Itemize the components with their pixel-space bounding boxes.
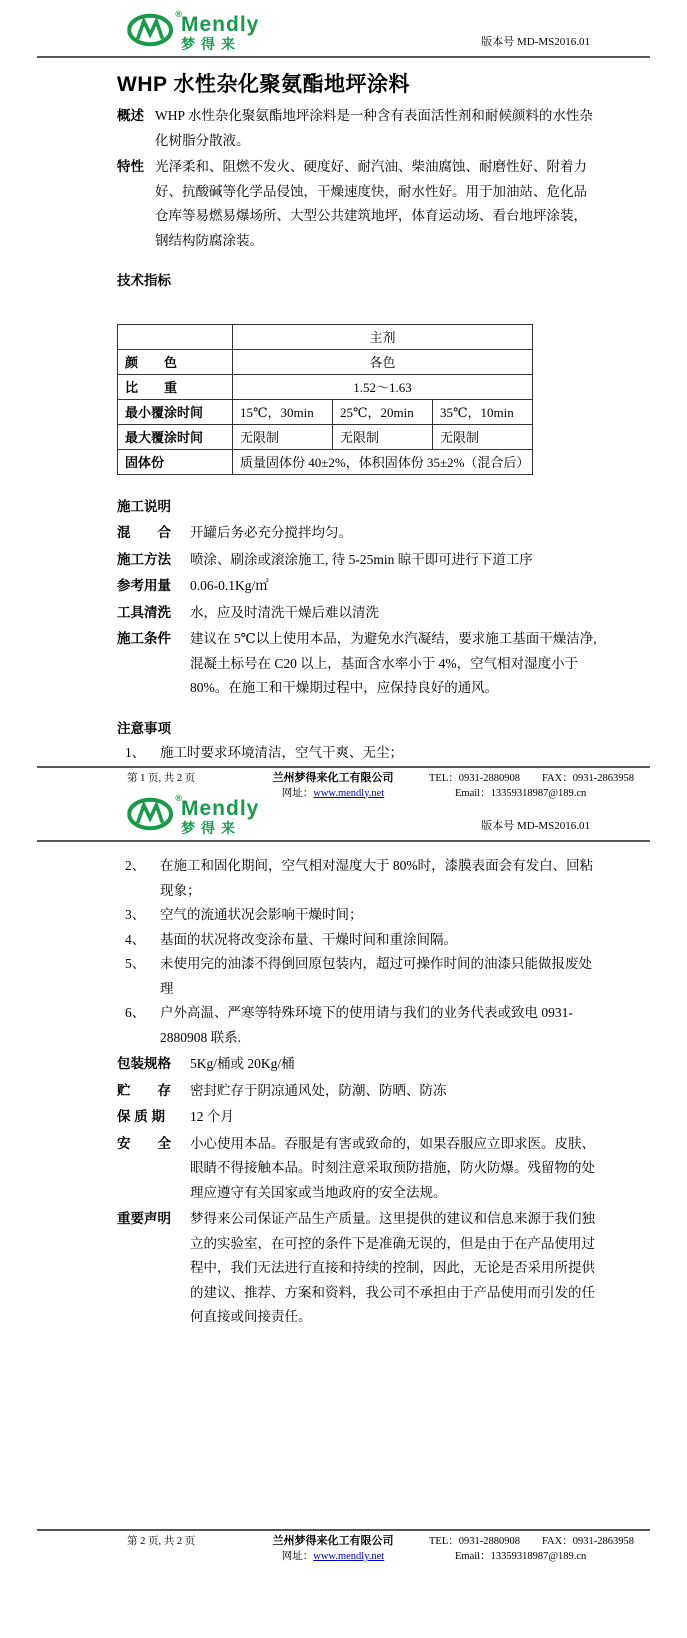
note-item-6 — [117, 1001, 600, 1050]
construction-row — [117, 548, 600, 573]
spec-row-storage — [117, 1079, 600, 1104]
page-2 — [0, 778, 687, 1638]
page1-content — [37, 58, 650, 766]
construction-row — [117, 574, 600, 599]
note-text: 未使用完的油漆不得倒回原包装内，超过可操作时间的油漆只能做报废处理 — [160, 956, 592, 996]
note-item-4 — [117, 928, 600, 953]
row-label: 贮 存 — [117, 1082, 171, 1098]
table-cell-value: 25℃，20min — [333, 399, 433, 424]
fax-label: FAX：0931-2863958 — [542, 1536, 634, 1547]
row-text: 12 个月 — [190, 1109, 234, 1124]
company-name: 兰州梦得来化工有限公司 — [272, 1535, 394, 1547]
table-cell-value: 无限制 — [233, 424, 333, 449]
mendly-ellipse-m-icon — [127, 797, 175, 831]
table-cell-label: 最小覆涂时间 — [118, 399, 233, 424]
overview-section — [117, 104, 600, 153]
table-row — [118, 424, 533, 449]
spec-row-shelf-life — [117, 1105, 600, 1130]
table-row — [118, 324, 533, 349]
features-section — [117, 155, 600, 253]
note-number: 5、 — [125, 956, 146, 971]
page2-footer — [37, 1531, 650, 1564]
tel-label: TEL：0931-2880908 — [429, 772, 520, 784]
registered-trademark-icon: ® — [175, 9, 182, 19]
table-cell-value: 35℃，10min — [433, 399, 533, 424]
table-row — [118, 399, 533, 424]
page2-content — [37, 842, 650, 1330]
row-text: 梦得来公司保证产品生产质量。这里提供的建议和信息来源于我们独立的实验室，在可控的条件下是准确无误的，但是由于在产品使用过程中，我们无法进行直接和持续的控制，因此，无论是否采用所提供的建议、推荐、方案和资料，我公司不承担由于产品使用而引发的任何直接或间接责任。 — [190, 1211, 595, 1324]
overview-text: WHP 水性杂化聚氨酯地坪涂料是一种含有表面活性剂和耐候颜料的水性杂化树脂分散液。 — [155, 108, 593, 148]
row-label: 保 质 期 — [117, 1109, 166, 1124]
brand-name-cn: 梦得来 — [181, 35, 241, 52]
company-name: 兰州梦得来化工有限公司 — [272, 771, 394, 784]
row-text: 水，应及时清洗干燥后难以清洗 — [190, 604, 379, 620]
version-label: 版本号 MD-MS2016.01 — [481, 820, 590, 832]
table-cell-label: 比 重 — [118, 374, 233, 399]
website-link[interactable]: www.mendly.net — [313, 1551, 385, 1562]
mendly-logo — [127, 793, 260, 836]
note-number: 4、 — [125, 931, 146, 947]
website-label: 网址： — [281, 787, 314, 799]
row-text: 密封贮存于阴凉通风处，防潮、防晒、防冻 — [190, 1082, 447, 1098]
construction-row — [117, 521, 600, 546]
table-cell — [118, 324, 233, 349]
website-link[interactable]: www.mendly.net — [313, 787, 385, 799]
row-label: 包装规格 — [117, 1056, 171, 1071]
website-line — [247, 1549, 419, 1564]
table-row — [118, 449, 533, 474]
registered-trademark-icon: ® — [175, 793, 182, 803]
row-label: 混 合 — [117, 525, 171, 540]
row-label: 安 全 — [117, 1135, 171, 1151]
page1-header — [37, 0, 650, 51]
spec-row-packaging — [117, 1052, 600, 1077]
features-text: 光泽柔和、阻燃不发火、硬度好、耐汽油、柴油腐蚀、耐磨性好、附着力好、抗酸碱等化学品侵蚀，干燥速度快，耐水性好。用于加油站、危化品仓库等易燃易爆场所、大型公共建筑地坪，体育运动场、看台地坪涂装，钢结构防腐涂装。 — [155, 159, 587, 248]
table-cell-value: 各色 — [233, 349, 533, 374]
page2-header — [37, 778, 650, 835]
table-cell-label: 最大覆涂时间 — [118, 424, 233, 449]
row-label: 施工方法 — [117, 551, 171, 567]
tech-heading: 技术指标 — [117, 273, 171, 288]
spec-row-disclaimer — [117, 1207, 600, 1330]
email-label: Email：13359318987@189.cn — [455, 1551, 587, 1562]
tech-table — [117, 324, 533, 475]
note-text: 施工时要求环境清洁，空气干爽、无尘； — [160, 745, 403, 760]
row-label: 重要声明 — [117, 1211, 171, 1226]
table-cell-value: 1.52～1.63 — [233, 374, 533, 399]
note-item-1 — [117, 741, 600, 766]
row-text: 建议在 5℃以上使用本品，为避免水汽凝结，要求施工基面干燥洁净, 混凝土标号在 C20 以上，基面含水率小于 4%，空气相对湿度小于 80%。在施工和干燥期过程中，应保持良好的通风。 — [190, 631, 600, 695]
table-row — [118, 349, 533, 374]
table-cell-value: 15℃，30min — [233, 399, 333, 424]
overview-label: 概述 — [117, 108, 144, 123]
table-cell-value: 质量固体份 40±2%，体积固体份 35±2%（混合后） — [233, 449, 533, 474]
note-number: 3、 — [125, 907, 146, 922]
row-text: 5Kg/桶或 20Kg/桶 — [190, 1056, 295, 1071]
note-item-3 — [117, 903, 600, 928]
brand-name-en: Mendly — [181, 796, 260, 820]
version-label: 版本号 MD-MS2016.01 — [481, 36, 590, 48]
note-number: 1、 — [125, 745, 146, 760]
table-cell-value: 无限制 — [333, 424, 433, 449]
note-number: 2、 — [125, 858, 146, 873]
logo-emblem — [127, 793, 182, 835]
logo-emblem — [127, 9, 182, 51]
notes-heading: 注意事项 — [117, 720, 171, 736]
note-text: 在施工和固化期间，空气相对湿度大于 80%时，漆膜表面会有发白、回粘现象； — [160, 858, 594, 898]
row-text: 小心使用本品。吞服是有害或致命的，如果吞服应立即求医。皮肤、眼睛不得接触本品。时刻注意采取预防措施，防火防爆。残留物的处理应遵守有关国家或当地政府的安全法规。 — [190, 1135, 595, 1200]
row-text: 喷涂、刷涂或滚涂施工, 待 5-25min 晾干即可进行下道工序 — [190, 551, 533, 567]
construction-heading: 施工说明 — [117, 498, 171, 514]
page-1 — [0, 0, 687, 799]
construction-row — [117, 601, 600, 626]
page-number-label: 第 2 页, 共 2 页 — [127, 1536, 196, 1547]
mendly-ellipse-m-icon — [127, 13, 175, 47]
features-label: 特性 — [117, 159, 144, 174]
note-text: 户外高温、严寒等特殊环境下的使用请与我们的业务代表或致电 0931-2880908 联系. — [160, 1005, 573, 1045]
note-item-2 — [117, 854, 600, 903]
email-label: Email：13359318987@189.cn — [455, 787, 587, 799]
table-cell-label: 颜 色 — [118, 349, 233, 374]
table-header-main: 主剂 — [233, 324, 533, 349]
brand-name-cn: 梦得来 — [181, 819, 241, 836]
note-item-5 — [117, 952, 600, 1001]
page-number-label: 第 1 页, 共 2 页 — [127, 772, 196, 784]
spec-row-safety — [117, 1132, 600, 1206]
table-cell-label: 固体份 — [118, 449, 233, 474]
fax-label: FAX：0931-2863958 — [542, 772, 634, 784]
construction-row — [117, 627, 600, 701]
row-label: 参考用量 — [117, 578, 171, 593]
row-text: 0.06-0.1Kg/㎡ — [190, 578, 269, 593]
website-label: 网址： — [281, 1551, 314, 1562]
row-label: 施工条件 — [117, 631, 171, 646]
table-row — [118, 374, 533, 399]
row-label: 工具清洗 — [117, 604, 171, 620]
table-cell-value: 无限制 — [433, 424, 533, 449]
tel-label: TEL：0931-2880908 — [429, 1536, 520, 1547]
row-text: 开罐后务必充分搅拌均匀。 — [190, 525, 352, 540]
document-title: WHP 水性杂化聚氨酯地坪涂料 — [117, 73, 410, 96]
note-text: 空气的流通状况会影响干燥时间； — [160, 907, 363, 922]
note-number: 6、 — [125, 1005, 146, 1020]
brand-name-en: Mendly — [181, 12, 260, 36]
note-text: 基面的状况将改变涂布量、干燥时间和重涂间隔。 — [160, 931, 457, 947]
mendly-logo — [127, 9, 260, 52]
